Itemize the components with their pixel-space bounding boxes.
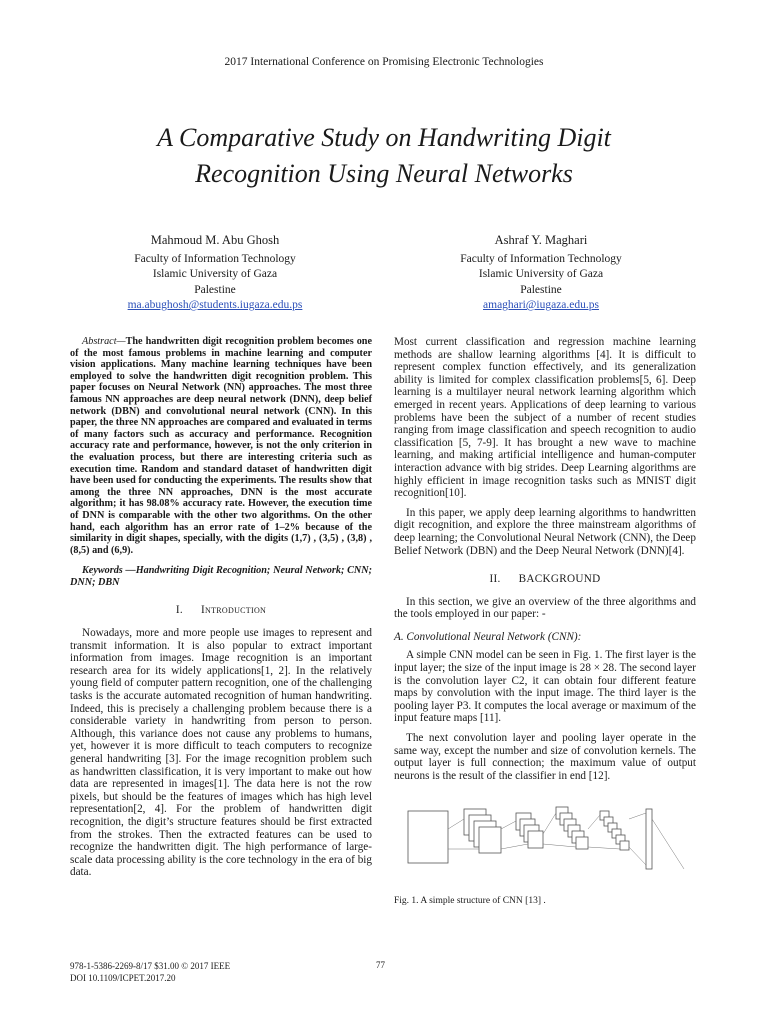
paper-title (0, 120, 768, 192)
author-univ: Islamic University of Gaza (152, 268, 278, 280)
author-block-1 (70, 233, 360, 314)
body-paragraph: In this paper, we apply deep learning algorithms to handwritten digit recognition, and explore the three mainstream algorithms of deep learning; the Convolutional Neural Network (CNN), the Deep Belief Network (DBN) and the Deep Neural Network (DNN)[4]. (394, 506, 696, 557)
keywords-text: Handwriting Digit Recognition; Neural Network; CNN; DNN; DBN (70, 565, 373, 588)
cnn-diagram (394, 789, 696, 889)
keywords-label: Keywords — (82, 565, 136, 577)
author-email-link[interactable]: amaghari@iugaza.edu.ps (483, 299, 599, 311)
c2-map-4 (479, 827, 501, 853)
cnn-structure-figure (394, 789, 696, 889)
body-paragraph: In this section, we give an overview of the three algorithms and the tools employed in our paper: - (394, 595, 696, 621)
abstract-label: Abstract— (82, 336, 126, 347)
author-dept: Faculty of Information Technology (134, 252, 296, 265)
subsection-heading: A. Convolutional Neural Network (CNN): (394, 630, 582, 643)
author-country: Palestine (520, 283, 562, 296)
right-column (394, 336, 696, 908)
keywords (70, 565, 372, 588)
title-line-1: A Comparative Study on Handwriting Digit (157, 123, 611, 152)
left-column (70, 336, 372, 886)
intro-paragraph: Nowadays, more and more people use images to represent and transmit information. It is also popular to extract important information from images. Image recognition is an important research area for its widely applications[1, 2]. In the relatively young field of computer pattern recognition, one of the challenging tasks is the accurate automated recognition of human handwriting. Indeed, this is precisely a challenging problem because there is a considerable variety in handwriting from person to person. Although, this variance does not cause any problems to humans, yet, however it is more difficult to teach computers to recognize general handwriting [3]. For the image recognition problem such as handwritten classification, it is very important to make out how data are represented in images[1]. The data here is not the row pixels, but should be the features of images which has high level representation[2, 4]. For the problem of handwritten digit recognition, the digit’s structure features should be first extracted from the strokes. Then the extracted features can be used to recognize the handwritten digit. The high performance of large-scale data processing ability is the core technology in the era of big data. (70, 627, 372, 879)
author-block-2 (396, 233, 686, 314)
section-heading-background (394, 573, 696, 586)
author-email-link[interactable]: ma.abughosh@students.iugaza.edu.ps (127, 299, 303, 311)
section-title: Introduction (201, 604, 267, 617)
p5-map-6 (620, 841, 629, 850)
section-heading-introduction (70, 604, 372, 617)
abstract (70, 336, 372, 556)
input-layer-box (408, 811, 448, 863)
p3-map-4 (528, 831, 543, 848)
author-country: Palestine (194, 283, 236, 296)
output-layer (646, 809, 652, 869)
section-number: II. (489, 573, 501, 586)
footer-isbn: 978-1-5386-2269-8/17 $31.00 © 2017 IEEE (70, 961, 231, 971)
body-paragraph: The next convolution layer and pooling layer operate in the same way, except the number and size of convolution kernels. The output layer is full connection; the maximum value of output neurons is the result of the classifier in end [12]. (394, 732, 696, 782)
author-name: Ashraf Y. Maghari (494, 233, 588, 247)
figure-caption: Fig. 1. A simple structure of CNN [13] . (394, 896, 546, 907)
author-dept: Faculty of Information Technology (460, 252, 622, 265)
body-paragraph: Most current classification and regression machine learning methods are shallow learning algorithms [4]. It is difficult to represent complex function effectively, and its generalization ability is limited for complex classification problems[5, 6]. Deep learning is a multilayer neural network learning algorithm which emerged in recent years. Applications of deep learning to various problems have been the subject of a number of recent studies ranging from image classification and speech recognition to audio classification [5, 7-9]. It has brought a new wave to machine learning, and making artificial intelligence and human-computer interaction advance with big strides. Deep Learning algorithms are highly efficient in image recognition tasks such as MNIST digit recognition[10]. (394, 336, 696, 500)
author-name: Mahmoud M. Abu Ghosh (150, 233, 280, 247)
abstract-text: The handwritten digit recognition problem becomes one of the most famous problems in machine learning and computer vision applications. Many machine learning techniques have been employed to solve the handwritten digit recognition problem. This paper focuses on Neural Network (NN) approaches. The most three famous NN approaches are deep neural network (DNN), deep belief network (DBN) and convolutional neural network (CNN). In this paper, the three NN approaches are compared and evaluated in terms of many factors such as accuracy and performance. Recognition accuracy rate and performance, however, is not the only criterion in the evaluation process, but there are interesting criteria such as execution time. Random and standard dataset of handwritten digit have been used for conducting the experiments. The results show that among the three NN approaches, DNN is the most accurate algorithm; it has 98.08% accuracy rate. However, the execution time of DNN is comparable with the other two algorithms. On the other hand, each algorithm has an error rate of 1–2% because of the similarity in digit shapes, specially, with the digits (1,7) , (3,5) , (3,8) , (8,5) and (6,9). (70, 336, 372, 556)
section-title: BACKGROUND (518, 573, 601, 586)
title-line-2: Recognition Using Neural Networks (195, 159, 573, 188)
footer-doi: DOI 10.1109/ICPET.2017.20 (70, 973, 176, 983)
author-univ: Islamic University of Gaza (478, 268, 604, 280)
conference-header: 2017 International Conference on Promising Electronic Technologies (224, 56, 544, 68)
footer-publication-info (70, 960, 230, 984)
page-number: 77 (376, 960, 385, 970)
section-number: I. (175, 604, 183, 617)
body-paragraph: A simple CNN model can be seen in Fig. 1. The first layer is the input layer; the size of the input image is 28 × 28. The second layer is the convolution layer C2, it can obtain four different feature maps by convolution with the input image. The third layer is the pooling layer P3. It computes the local average or maximum of the input feature maps [11]. (394, 649, 696, 725)
c4-map-6 (576, 837, 588, 849)
